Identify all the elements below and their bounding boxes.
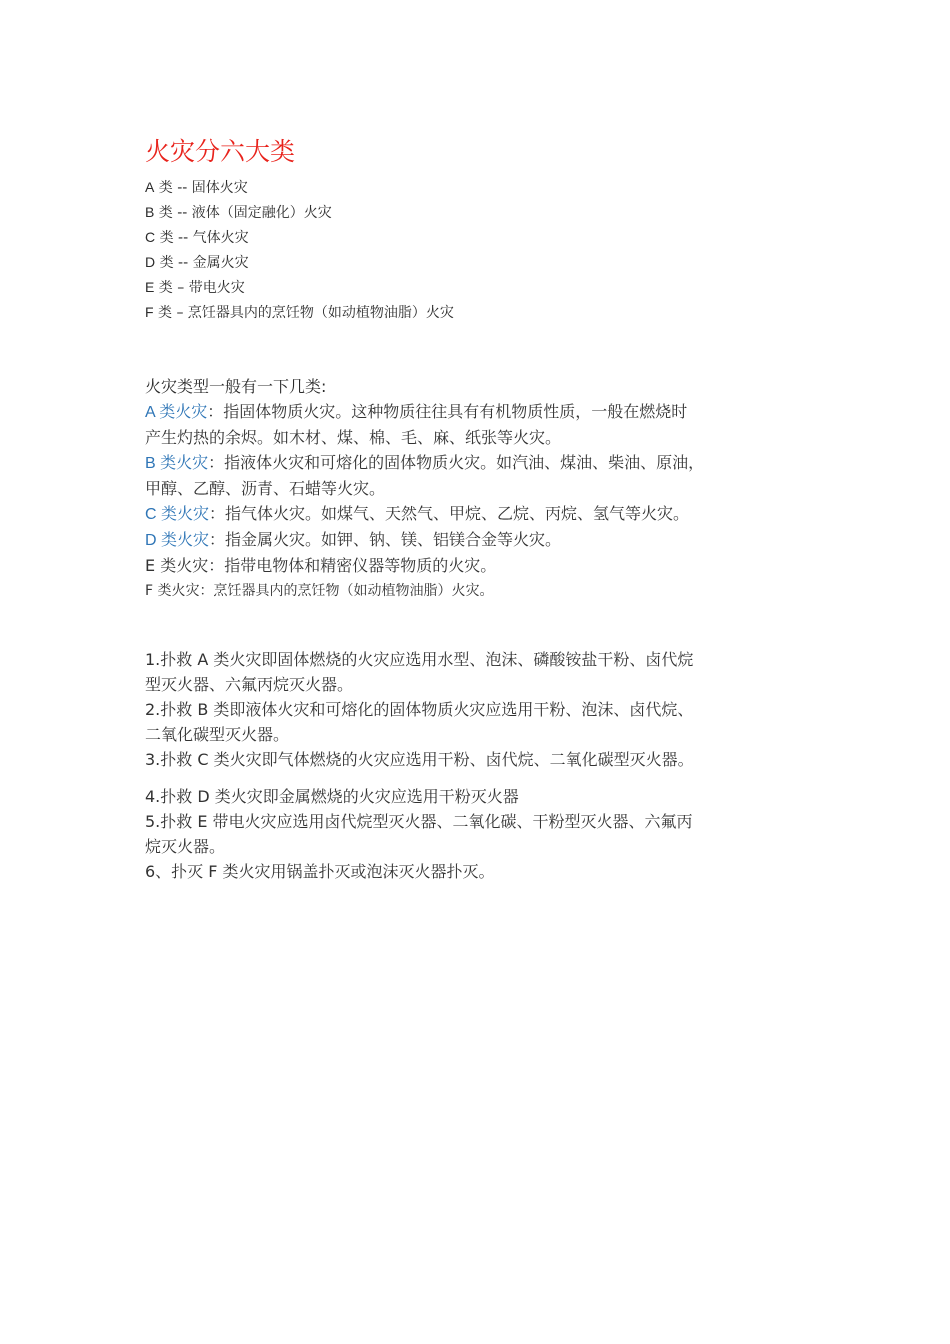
list-item: C 类 -- 气体火灾 [145, 229, 249, 246]
page-title: 火灾分六大类 [145, 137, 296, 166]
list-item: E 类 – 带电火灾 [145, 279, 245, 296]
type-label: C 类火灾 [145, 504, 210, 523]
type-label: D 类火灾 [145, 530, 210, 549]
fire-type-b: B 类火灾：指液体火灾和可熔化的固体物质火灾。如汽油、煤油、柴油、原油， [145, 453, 705, 472]
rule-line: 3.扑救 C 类火灾即气体燃烧的火灾应选用干粉、卤代烷、二氧化碳型灭火器。 [145, 750, 694, 769]
rule-line: 5.扑救 E 带电火灾应选用卤代烷型灭火器、二氧化碳、干粉型灭火器、六氟丙 [145, 812, 693, 831]
fire-type-f: F 类火灾：烹饪器具内的烹饪物（如动植物油脂）火灾。 [145, 583, 494, 599]
rule-line: 4.扑救 D 类火灾即金属燃烧的火灾应选用干粉灭火器 [145, 787, 519, 806]
section-heading: 火灾类型一般有一下几类: [145, 377, 327, 396]
rule-line: 烷灭火器。 [145, 837, 226, 856]
list-item: A 类 -- 固体火灾 [145, 179, 248, 196]
fire-type-a-cont: 产生灼热的余烬。如木材、煤、棉、毛、麻、纸张等火灾。 [145, 428, 562, 447]
rule-line: 2.扑救 B 类即液体火灾和可熔化的固体物质火灾应选用干粉、泡沫、卤代烷、 [145, 700, 694, 719]
fire-type-e: E 类火灾：指带电物体和精密仪器等物质的火灾。 [145, 556, 497, 575]
fire-type-d: D 类火灾：指金属火灾。如钾、钠、镁、铝镁合金等火灾。 [145, 530, 562, 549]
rule-line: 6、扑灭 F 类火灾用锅盖扑灭或泡沫灭火器扑灭。 [145, 862, 495, 881]
list-item: D 类 -- 金属火灾 [145, 254, 249, 271]
fire-types-section [145, 374, 815, 604]
type-label: B 类火灾 [145, 453, 209, 472]
fire-type-b-cont: 甲醇、乙醇、沥青、石蜡等火灾。 [145, 479, 386, 498]
fire-type-c: C 类火灾：指气体火灾。如煤气、天然气、甲烷、乙烷、丙烷、氢气等火灾。 [145, 504, 690, 523]
paragraph-gap [145, 772, 815, 784]
rule-line: 型灭火器、六氟丙烷灭火器。 [145, 675, 354, 694]
fire-type-a: A 类火灾：指固体物质火灾。这种物质往往具有有机物质性质，一般在燃烧时 [145, 402, 688, 421]
fire-class-list [145, 175, 454, 325]
extinguish-rules-section [145, 647, 815, 884]
type-label: A 类火灾 [145, 402, 208, 421]
rule-line: 1.扑救 A 类火灾即固体燃烧的火灾应选用水型、泡沫、磷酸铵盐干粉、卤代烷 [145, 650, 694, 669]
list-item: B 类 -- 液体（固定融化）火灾 [145, 204, 332, 221]
list-item: F 类 – 烹饪器具内的烹饪物（如动植物油脂）火灾 [145, 304, 454, 321]
rule-line: 二氧化碳型灭火器。 [145, 725, 290, 744]
